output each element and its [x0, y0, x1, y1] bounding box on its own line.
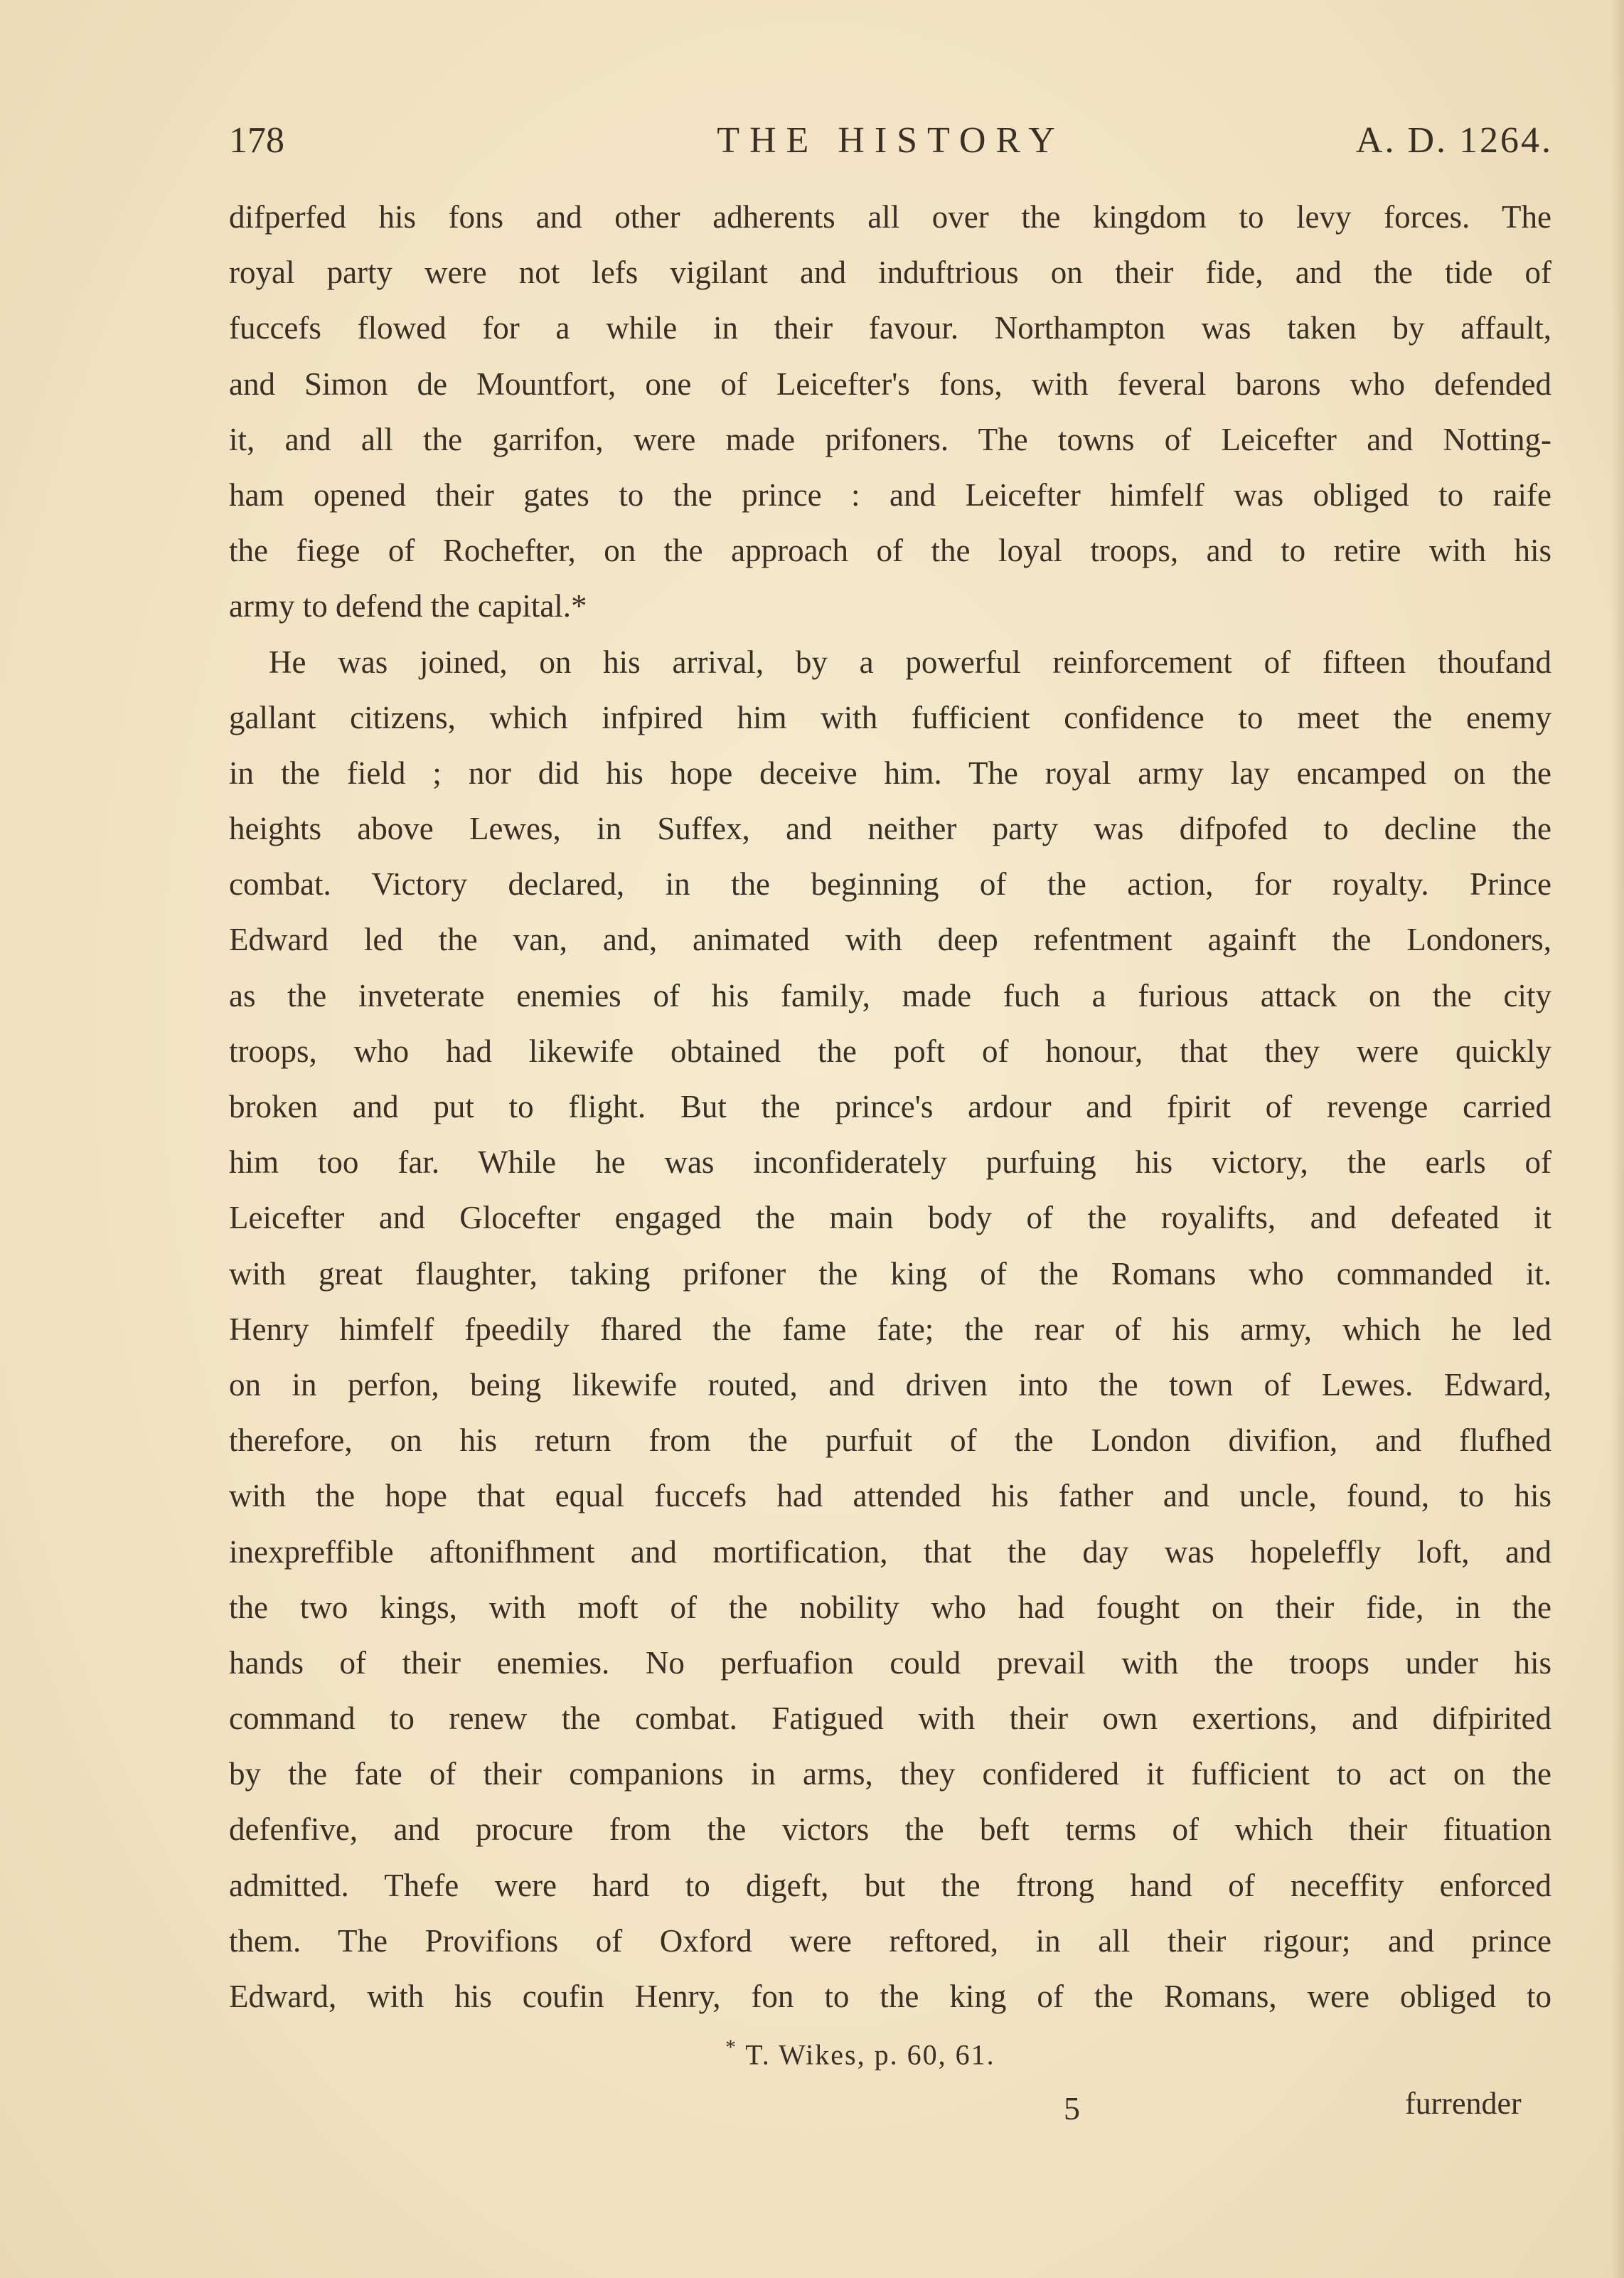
- text-line: inexpreffible aftonifhment and mortification, that the day was hopeleffly loft, and: [229, 1533, 1551, 1570]
- text-line: ham opened their gates to the prince : and Leicefter himfelf was obliged to raife: [229, 477, 1551, 513]
- footnote: [725, 2035, 995, 2071]
- text-line: it, and all the garrifon, were made prifoners. The towns of Leicefter and Notting-: [229, 421, 1551, 457]
- year-marker: A. D. 1264.: [1355, 120, 1553, 161]
- text-line: the fiege of Rochefter, on the approach of the loyal troops, and to retire with his: [229, 533, 1551, 569]
- text-line: He was joined, on his arrival, by a powerful reinforcement of fifteen thoufand: [269, 644, 1551, 680]
- text-line: him too far. While he was inconfiderately purfuing his victory, the earls of: [229, 1144, 1551, 1181]
- text-line: on in perfon, being likewife routed, and driven into the town of Lewes. Edward,: [229, 1366, 1551, 1403]
- text-line: Henry himfelf fpeedily fhared the fame fate; the rear of his army, which he led: [229, 1311, 1551, 1347]
- text-line: combat. Victory declared, in the beginning of the action, for royalty. Prince: [229, 866, 1551, 903]
- text-line: heights above Lewes, in Suffex, and neither party was difpofed to decline the: [229, 811, 1551, 847]
- text-line: Edward led the van, and, animated with deep refentment againft the Londoners,: [229, 922, 1551, 958]
- page-edge-shadow: [1611, 0, 1624, 2278]
- text-line: defenfive, and procure from the victors the beft terms of which their fituation: [229, 1811, 1551, 1848]
- text-line: difperfed his fons and other adherents all over the kingdom to levy forces. The: [229, 199, 1551, 235]
- text-line: hands of their enemies. No perfuafion could prevail with the troops under his: [229, 1644, 1551, 1681]
- text-line: the two kings, with moft of the nobility who had fought on their fide, in the: [229, 1589, 1551, 1625]
- text-line: Edward, with his coufin Henry, fon to the king of the Romans, were obliged to: [229, 1979, 1551, 2014]
- text-line: by the fate of their companions in arms, they confidered it fufficient to act on the: [229, 1756, 1551, 1792]
- text-line: as the inveterate enemies of his family, made fuch a furious attack on the city: [229, 977, 1551, 1013]
- text-line: them. The Provifions of Oxford were reftored, in all their rigour; and prince: [229, 1922, 1551, 1959]
- text-line: and Simon de Mountfort, one of Leicefter's fons, with feveral barons who defended: [229, 366, 1551, 402]
- text-line: broken and put to flight. But the prince's ardour and fpirit of revenge carried: [229, 1089, 1551, 1124]
- text-line: therefore, on his return from the purfuit of the London divifion, and flufhed: [229, 1422, 1551, 1459]
- signature-mark: 5: [1064, 2090, 1080, 2127]
- text-line: with great flaughter, taking prifoner the king of the Romans who commanded it.: [229, 1255, 1551, 1292]
- page-header: [229, 119, 1553, 169]
- body-text: [229, 189, 1551, 2024]
- text-line: command to renew the combat. Fatigued with their own exertions, and difpirited: [229, 1700, 1551, 1737]
- text-line: army to defend the capital.*: [229, 588, 587, 624]
- text-line: troops, who had likewife obtained the poft of honour, that they were quickly: [229, 1033, 1551, 1069]
- text-line: Leicefter and Glocefter engaged the main body of the royalifts, and defeated it: [229, 1200, 1551, 1236]
- text-line: admitted. Thefe were hard to digeft, but the ftrong hand of neceffity enforced: [229, 1867, 1551, 1903]
- text-line: in the field ; nor did his hope deceive him. The royal army lay encamped on the: [229, 755, 1551, 791]
- page-number: 178: [229, 120, 284, 161]
- text-line: royal party were not lefs vigilant and induftrious on their fide, and the tide of: [229, 255, 1551, 291]
- footnote-text: T. Wikes, p. 60, 61.: [745, 2038, 995, 2071]
- text-line: gallant citizens, which infpired him with fufficient confidence to meet the enemy: [229, 699, 1551, 735]
- text-line: fuccefs flowed for a while in their favour. Northampton was taken by affault,: [229, 310, 1551, 346]
- running-title: THE HISTORY: [717, 120, 1065, 161]
- catchword: furrender: [1405, 2086, 1522, 2121]
- footnote-marker: *: [725, 2035, 737, 2059]
- text-line: with the hope that equal fuccefs had attended his father and uncle, found, to his: [229, 1478, 1551, 1514]
